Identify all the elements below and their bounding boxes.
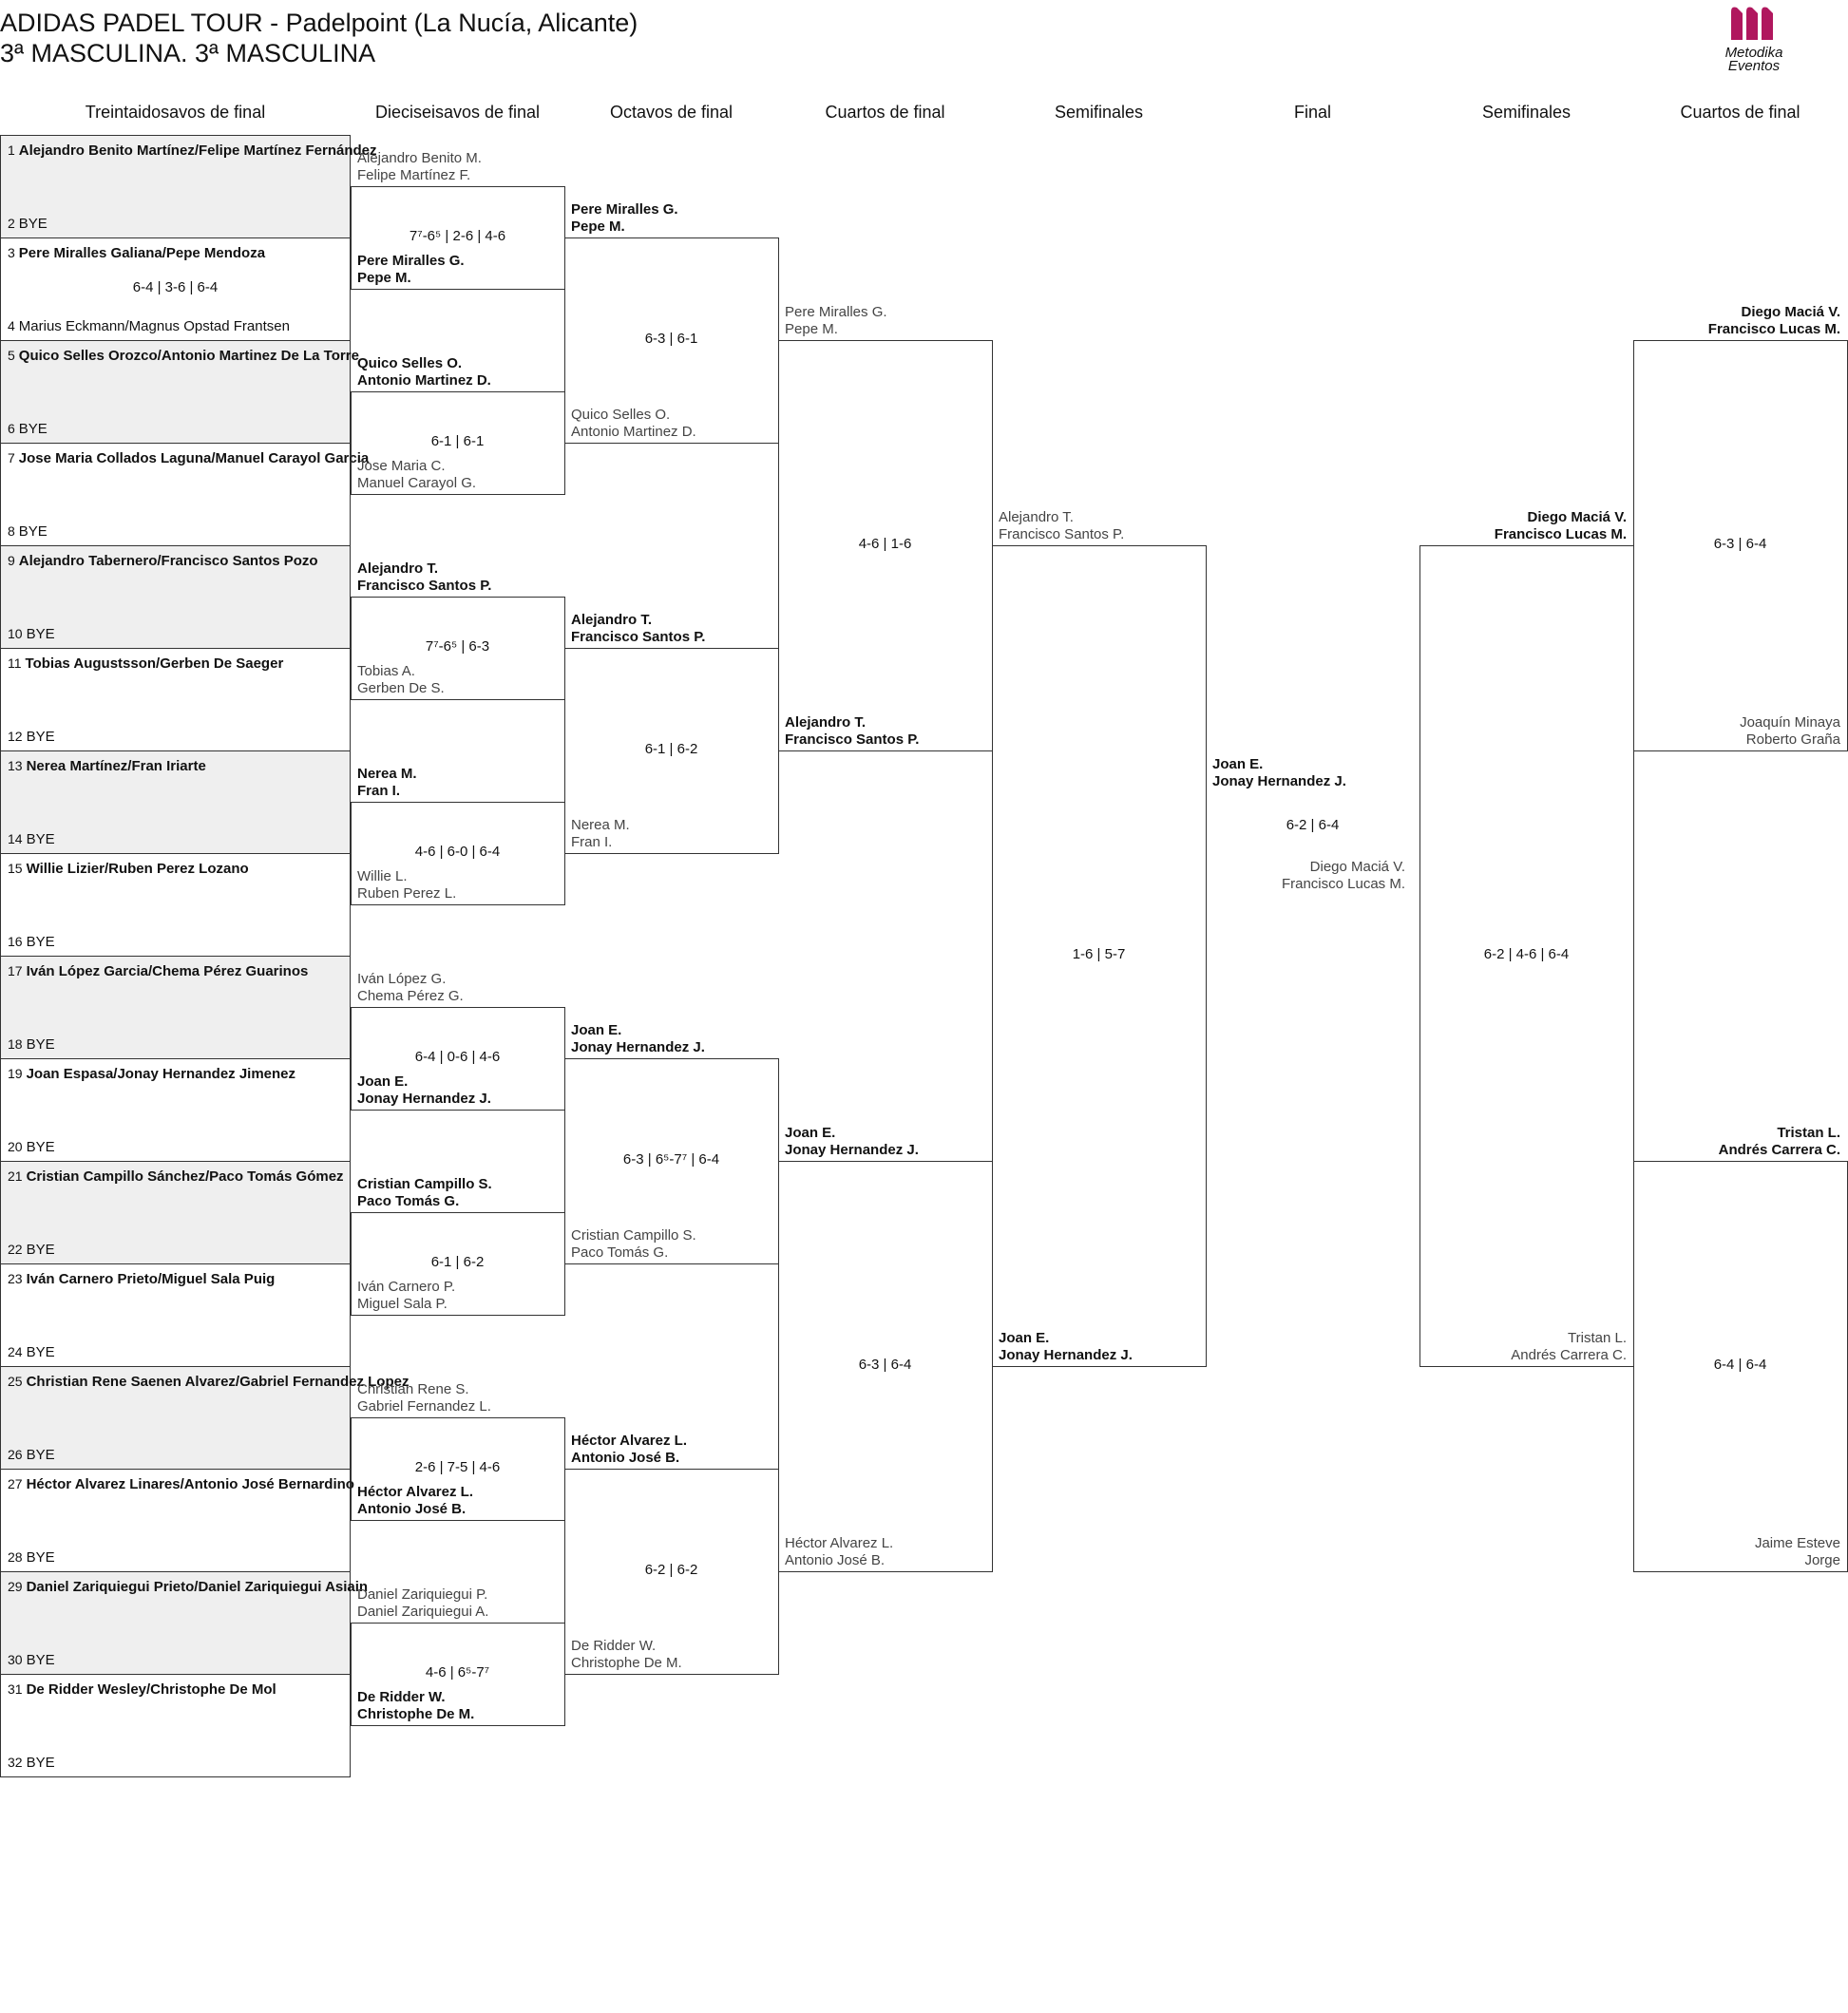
r16-team-top-8: [357, 1586, 558, 1621]
r32-match-11[interactable]: [0, 1161, 351, 1264]
r8-team-bottom-1: [571, 407, 772, 441]
r16-score-7: 2-6 | 7-5 | 4-6: [414, 1459, 501, 1475]
r8-score-3: 6-3 | 6⁵-7⁷ | 6-4: [622, 1151, 720, 1168]
r32-seed-number: 15: [8, 861, 23, 876]
r16-team-top-1-line-2: Felipe Martínez F.: [357, 167, 471, 183]
r32-team-name: BYE: [26, 1036, 55, 1053]
r8-team-top-1: [571, 201, 772, 236]
r32-seed-number: 22: [8, 1242, 23, 1257]
r32-seed-number: 16: [8, 934, 23, 949]
r32-team-name: BYE: [26, 1652, 55, 1668]
sf-right-team-top-1-line-2: Francisco Lucas M.: [1494, 526, 1627, 542]
r32-match-9[interactable]: [0, 956, 351, 1059]
final-team-bottom: [1212, 859, 1405, 893]
r32-entry-2[interactable]: [8, 216, 48, 232]
r16-team-top-2-line-1: Quico Selles O.: [357, 355, 463, 371]
r16-score-5: 6-4 | 0-6 | 4-6: [414, 1049, 501, 1065]
r8-team-top-1-line-1: Pere Miralles G.: [571, 201, 678, 218]
r16-score-4: 4-6 | 6-0 | 6-4: [414, 844, 501, 860]
sf-left-team-bottom-1: [999, 1330, 1199, 1364]
r32-seed-number: 21: [8, 1168, 23, 1184]
qf-right-team-top-2: [1640, 1125, 1840, 1159]
r32-entry-1[interactable]: [8, 142, 377, 159]
qf-left-team-bottom-1: [785, 714, 985, 749]
r16-team-top-7-line-1: Christian Rene S.: [357, 1381, 469, 1397]
r16-team-top-5: [357, 971, 558, 1005]
r32-team-name: BYE: [26, 626, 55, 642]
r8-team-top-3-line-1: Joan E.: [571, 1022, 622, 1038]
r16-team-bottom-8-line-2: Christophe De M.: [357, 1706, 475, 1722]
qf-right-team-top-2-line-2: Andrés Carrera C.: [1718, 1142, 1840, 1158]
r32-team-name: BYE: [26, 934, 55, 950]
r16-score-1: 7⁷-6⁵ | 2-6 | 4-6: [409, 228, 506, 244]
r32-team-name: BYE: [26, 1755, 55, 1771]
r32-match-score: 6-4 | 3-6 | 6-4: [132, 279, 219, 295]
r32-entry-23[interactable]: [8, 1271, 275, 1287]
r8-team-bottom-4: [571, 1638, 772, 1672]
r32-seed-number: 25: [8, 1374, 23, 1389]
r16-team-top-3: [357, 560, 558, 595]
r32-entry-4[interactable]: [8, 318, 290, 334]
r16-team-bottom-7-line-1: Héctor Alvarez L.: [357, 1484, 473, 1500]
metodika-logo: [1706, 4, 1801, 73]
r8-team-bottom-4-line-1: De Ridder W.: [571, 1638, 657, 1654]
r32-entry-20[interactable]: [8, 1139, 55, 1155]
r32-match-15[interactable]: [0, 1571, 369, 1675]
qf-right-team-top-1: [1640, 304, 1840, 338]
col-header-r16: Dieciseisavos de final: [374, 103, 541, 122]
r8-team-top-4-line-1: Héctor Alvarez L.: [571, 1433, 687, 1449]
r16-team-bottom-4-line-1: Willie L.: [357, 868, 408, 884]
r32-entry-16[interactable]: [8, 934, 55, 950]
r32-entry-17[interactable]: [8, 963, 308, 979]
r32-seed-number: 1: [8, 142, 15, 158]
r32-seed-number: 5: [8, 348, 15, 363]
qf-right-team-bottom-2-line-2: Jorge: [1804, 1552, 1840, 1568]
r8-team-top-2: [571, 612, 772, 646]
r32-entry-32[interactable]: [8, 1755, 55, 1771]
qf-right-team-bottom-1-line-1: Joaquín Minaya: [1740, 714, 1840, 731]
r16-score-2: 6-1 | 6-1: [430, 433, 485, 449]
qf-right-team-bottom-1-line-2: Roberto Graña: [1745, 731, 1840, 748]
r32-match-3[interactable]: [0, 340, 359, 444]
r32-seed-number: 17: [8, 963, 23, 978]
r16-team-top-6-line-1: Cristian Campillo S.: [357, 1176, 492, 1192]
r32-entry-9[interactable]: [8, 553, 318, 569]
r32-seed-number: 26: [8, 1447, 23, 1462]
r32-team-name: BYE: [26, 1344, 55, 1360]
qf-left-team-bottom-1-line-2: Francisco Santos P.: [785, 731, 920, 748]
qf-left-team-top-2: [785, 1125, 985, 1159]
r32-entry-3[interactable]: [8, 245, 265, 261]
r8-team-top-4: [571, 1433, 772, 1467]
qf-right-team-bottom-2: [1640, 1535, 1840, 1569]
r8-team-bottom-3-line-2: Paco Tomás G.: [571, 1244, 669, 1261]
r16-team-bottom-6: [357, 1279, 558, 1313]
r32-team-name: BYE: [26, 1549, 55, 1566]
col-header-sf-left: Semifinales: [1054, 103, 1144, 122]
final-team-top: [1212, 756, 1413, 790]
r32-match-8[interactable]: [0, 853, 351, 957]
qf-left-score-1: 4-6 | 1-6: [858, 536, 912, 552]
r8-score-2: 6-1 | 6-2: [644, 741, 698, 757]
r32-seed-number: 24: [8, 1344, 23, 1359]
qf-right-team-top-1-line-2: Francisco Lucas M.: [1707, 321, 1840, 337]
r16-team-top-2-line-2: Antonio Martinez D.: [357, 372, 491, 389]
qf-right-team-bottom-2-line-1: Jaime Esteve: [1754, 1535, 1840, 1551]
qf-right-team-top-2-line-1: Tristan L.: [1777, 1125, 1840, 1141]
r16-team-bottom-3: [357, 663, 558, 697]
r8-team-top-3: [571, 1022, 772, 1056]
r16-team-bottom-3-line-1: Tobias A.: [357, 663, 415, 679]
r16-team-bottom-6-line-2: Miguel Sala P.: [357, 1296, 448, 1312]
qf-left-team-top-1-line-1: Pere Miralles G.: [785, 304, 887, 320]
r32-team-name: Alejandro Benito Martínez/Felipe Martínez Fernández: [18, 142, 377, 159]
r16-team-bottom-7: [357, 1484, 558, 1518]
qf-left-team-top-2-line-2: Jonay Hernandez J.: [785, 1142, 919, 1158]
r16-team-bottom-2-line-1: Jose Maria C.: [357, 458, 446, 474]
qf-left-team-top-1: [785, 304, 985, 338]
r32-seed-number: 4: [8, 318, 15, 333]
r16-team-bottom-5-line-1: Joan E.: [357, 1073, 409, 1090]
logo-text-eventos: Eventos: [1727, 58, 1781, 74]
r32-seed-number: 10: [8, 626, 23, 641]
r32-entry-15[interactable]: [8, 861, 249, 877]
r16-team-bottom-4: [357, 868, 558, 902]
r32-team-name: BYE: [26, 729, 55, 745]
r16-team-top-5-line-2: Chema Pérez G.: [357, 988, 464, 1004]
r32-entry-29[interactable]: [8, 1579, 368, 1595]
qf-left-team-top-2-line-1: Joan E.: [785, 1125, 836, 1141]
r32-team-name: BYE: [26, 1242, 55, 1258]
qf-left-team-bottom-2: [785, 1535, 985, 1569]
r16-team-bottom-4-line-2: Ruben Perez L.: [357, 885, 457, 902]
r32-team-name: BYE: [26, 831, 55, 847]
r8-score-4: 6-2 | 6-2: [644, 1562, 698, 1578]
r32-team-name: Joan Espasa/Jonay Hernandez Jimenez: [26, 1066, 296, 1082]
final-team-bottom-line-2: Francisco Lucas M.: [1281, 876, 1405, 892]
r16-team-top-8-line-1: Daniel Zariquiegui P.: [357, 1586, 488, 1603]
r16-team-top-1-line-1: Alejandro Benito M.: [357, 150, 482, 166]
r16-team-bottom-5-line-2: Jonay Hernandez J.: [357, 1091, 491, 1107]
r16-team-bottom-3-line-2: Gerben De S.: [357, 680, 445, 696]
col-header-qf-left: Cuartos de final: [825, 103, 945, 122]
r8-team-bottom-1-line-1: Quico Selles O.: [571, 407, 671, 423]
r32-team-name: Tobias Augustsson/Gerben De Saeger: [25, 655, 284, 672]
sf-left-team-top-1: [999, 509, 1199, 543]
r32-entry-24[interactable]: [8, 1344, 55, 1360]
r32-entry-31[interactable]: [8, 1681, 276, 1698]
sf-right-team-bottom-1: [1426, 1330, 1627, 1364]
final-team-top-line-1: Joan E.: [1212, 756, 1264, 772]
r16-team-top-1: [357, 150, 558, 184]
r32-team-name: BYE: [26, 1139, 55, 1155]
r32-team-name: Quico Selles Orozco/Antonio Martinez De La Torre: [18, 348, 359, 364]
r32-match-1[interactable]: [0, 135, 377, 238]
r32-entry-12[interactable]: [8, 729, 55, 745]
qf-left-team-bottom-1-line-1: Alejandro T.: [785, 714, 867, 731]
r32-entry-6[interactable]: [8, 421, 48, 437]
r32-entry-18[interactable]: [8, 1036, 55, 1053]
r32-team-name: Héctor Alvarez Linares/Antonio José Bernardino: [26, 1476, 354, 1492]
r32-seed-number: 29: [8, 1579, 23, 1594]
r16-team-bottom-1: [357, 253, 558, 287]
qf-left-team-bottom-2-line-1: Héctor Alvarez L.: [785, 1535, 894, 1551]
r16-team-bottom-1-line-1: Pere Miralles G.: [357, 253, 465, 269]
r32-entry-26[interactable]: [8, 1447, 55, 1463]
r8-team-top-1-line-2: Pepe M.: [571, 218, 625, 235]
r32-team-name: Willie Lizier/Ruben Perez Lozano: [26, 861, 249, 877]
sf-left-team-bottom-1-line-2: Jonay Hernandez J.: [999, 1347, 1133, 1363]
qf-left-team-top-1-line-2: Pepe M.: [785, 321, 838, 337]
sf-right-team-top-1: [1426, 509, 1627, 543]
r16-score-8: 4-6 | 6⁵-7⁷: [425, 1664, 490, 1681]
r8-team-bottom-4-line-2: Christophe De M.: [571, 1655, 682, 1671]
r16-team-bottom-8-line-1: De Ridder W.: [357, 1689, 446, 1705]
r32-seed-number: 6: [8, 421, 15, 436]
r16-team-top-3-line-2: Francisco Santos P.: [357, 578, 492, 594]
r32-team-name: Cristian Campillo Sánchez/Paco Tomás Gómez: [26, 1168, 344, 1185]
sf-left-team-top-1-line-2: Francisco Santos P.: [999, 526, 1125, 542]
r32-team-name: Marius Eckmann/Magnus Opstad Frantsen: [18, 318, 290, 334]
r32-entry-10[interactable]: [8, 626, 55, 642]
page-title: ADIDAS PADEL TOUR - Padelpoint (La Nucía, Alicante): [0, 9, 638, 37]
r16-team-top-3-line-1: Alejandro T.: [357, 560, 439, 577]
r32-team-name: Iván López Garcia/Chema Pérez Guarinos: [26, 963, 309, 979]
r16-team-bottom-5: [357, 1073, 558, 1108]
r32-team-name: Iván Carnero Prieto/Miguel Sala Puig: [26, 1271, 276, 1287]
r16-team-top-4-line-1: Nerea M.: [357, 766, 417, 782]
r32-entry-28[interactable]: [8, 1549, 55, 1566]
r32-entry-8[interactable]: [8, 523, 48, 540]
sf-left-score-1: 1-6 | 5-7: [1072, 946, 1126, 962]
sf-right-team-top-1-line-1: Diego Maciá V.: [1527, 509, 1627, 525]
r16-team-bottom-8: [357, 1689, 558, 1723]
sf-left-team-bottom-1-line-1: Joan E.: [999, 1330, 1050, 1346]
col-header-sf-right: Semifinales: [1481, 103, 1572, 122]
qf-right-score-2: 6-4 | 6-4: [1713, 1357, 1767, 1373]
r16-team-bottom-2-line-2: Manuel Carayol G.: [357, 475, 477, 491]
r16-team-top-7-line-2: Gabriel Fernandez L.: [357, 1398, 491, 1415]
r32-match-12[interactable]: [0, 1263, 351, 1367]
r16-team-top-6-line-2: Paco Tomás G.: [357, 1193, 460, 1209]
qf-right-score-1: 6-3 | 6-4: [1713, 536, 1767, 552]
r32-entry-13[interactable]: [8, 758, 206, 774]
col-header-final: Final: [1293, 103, 1331, 122]
r32-seed-number: 13: [8, 758, 23, 773]
sf-left-team-top-1-line-1: Alejandro T.: [999, 509, 1074, 525]
col-header-qf-right: Cuartos de final: [1680, 103, 1800, 122]
r32-match-6[interactable]: [0, 648, 351, 751]
r8-team-top-3-line-2: Jonay Hernandez J.: [571, 1039, 705, 1055]
final-score: 6-2 | 6-4: [1286, 817, 1340, 833]
r16-team-bottom-7-line-2: Antonio José B.: [357, 1501, 467, 1517]
r32-team-name: Christian Rene Saenen Alvarez/Gabriel Fernandez Lopez: [26, 1374, 410, 1390]
sf-right-score-1: 6-2 | 4-6 | 6-4: [1483, 946, 1570, 962]
r32-entry-25[interactable]: [8, 1374, 409, 1390]
r32-team-name: Daniel Zariquiegui Prieto/Daniel Zariquiegui Asiain: [26, 1579, 369, 1595]
r8-team-top-4-line-2: Antonio José B.: [571, 1450, 680, 1466]
r32-team-name: Pere Miralles Galiana/Pepe Mendoza: [18, 245, 266, 261]
qf-right-team-bottom-1: [1640, 714, 1840, 749]
r32-entry-21[interactable]: [8, 1168, 344, 1185]
r32-team-name: De Ridder Wesley/Christophe De Mol: [26, 1681, 276, 1698]
r16-team-bottom-1-line-2: Pepe M.: [357, 270, 411, 286]
col-header-r32: Treintaidosavos de final: [85, 103, 266, 122]
r32-match-2[interactable]: [0, 237, 351, 341]
r32-match-5[interactable]: [0, 545, 351, 649]
r32-entry-22[interactable]: [8, 1242, 55, 1258]
r32-seed-number: 2: [8, 216, 15, 231]
r32-seed-number: 12: [8, 729, 23, 744]
r16-team-top-6: [357, 1176, 558, 1210]
r32-seed-number: 3: [8, 245, 15, 260]
r32-entry-14[interactable]: [8, 831, 55, 847]
r16-team-top-8-line-2: Daniel Zariquiegui A.: [357, 1604, 489, 1620]
r32-entry-30[interactable]: [8, 1652, 55, 1668]
final-team-top-line-2: Jonay Hernandez J.: [1212, 773, 1346, 789]
qf-left-team-bottom-2-line-2: Antonio José B.: [785, 1552, 886, 1568]
r8-team-bottom-2-line-1: Nerea M.: [571, 817, 630, 833]
r32-seed-number: 7: [8, 450, 15, 465]
col-header-r8: Octavos de final: [609, 103, 733, 122]
qf-left-score-2: 6-3 | 6-4: [858, 1357, 912, 1373]
r32-team-name: Nerea Martínez/Fran Iriarte: [26, 758, 206, 774]
r32-seed-number: 28: [8, 1549, 23, 1565]
r32-seed-number: 9: [8, 553, 15, 568]
r16-score-3: 7⁷-6⁵ | 6-3: [425, 638, 490, 655]
r8-team-bottom-1-line-2: Antonio Martinez D.: [571, 424, 696, 440]
r32-seed-number: 27: [8, 1476, 23, 1491]
r32-entry-19[interactable]: [8, 1066, 295, 1082]
r32-match-13[interactable]: [0, 1366, 410, 1470]
r8-team-bottom-2: [571, 817, 772, 851]
r16-team-top-2: [357, 355, 558, 389]
r32-seed-number: 18: [8, 1036, 23, 1052]
metodika-logo-mark: [1725, 4, 1782, 42]
r8-team-top-2-line-1: Alejandro T.: [571, 612, 653, 628]
r32-seed-number: 8: [8, 523, 15, 539]
r8-team-bottom-3-line-1: Cristian Campillo S.: [571, 1227, 696, 1244]
r32-team-name: Jose Maria Collados Laguna/Manuel Carayol Garcia: [18, 450, 370, 466]
r32-seed-number: 30: [8, 1652, 23, 1667]
r8-team-bottom-2-line-2: Fran I.: [571, 834, 613, 850]
r32-entry-5[interactable]: [8, 348, 359, 364]
r32-match-14[interactable]: [0, 1469, 354, 1572]
sf-right-team-bottom-1-line-2: Andrés Carrera C.: [1511, 1347, 1627, 1363]
sf-right-team-bottom-1-line-1: Tristan L.: [1568, 1330, 1627, 1346]
r32-seed-number: 14: [8, 831, 23, 846]
r32-entry-11[interactable]: [8, 655, 283, 672]
page-subtitle: 3ª MASCULINA. 3ª MASCULINA: [0, 39, 376, 67]
r32-match-7[interactable]: [0, 750, 351, 854]
r32-match-16[interactable]: [0, 1674, 351, 1777]
r8-team-bottom-3: [571, 1227, 772, 1262]
r32-seed-number: 23: [8, 1271, 23, 1286]
r32-seed-number: 31: [8, 1681, 23, 1697]
r16-team-top-4-line-2: Fran I.: [357, 783, 401, 799]
r32-match-10[interactable]: [0, 1058, 351, 1162]
r32-team-name: BYE: [26, 1447, 55, 1463]
final-team-bottom-line-1: Diego Maciá V.: [1309, 859, 1405, 875]
r16-score-6: 6-1 | 6-2: [430, 1254, 485, 1270]
r32-entry-7[interactable]: [8, 450, 369, 466]
r32-team-name: BYE: [18, 523, 48, 540]
r32-match-4[interactable]: [0, 443, 370, 546]
r32-seed-number: 32: [8, 1755, 23, 1770]
r32-entry-27[interactable]: [8, 1476, 354, 1492]
r16-team-top-4: [357, 766, 558, 800]
r32-team-name: BYE: [18, 216, 48, 232]
logo-text-metodika: Metodika: [1724, 45, 1783, 61]
r8-score-1: 6-3 | 6-1: [644, 331, 698, 347]
r32-team-name: BYE: [18, 421, 48, 437]
r32-team-name: Alejandro Tabernero/Francisco Santos Pozo: [18, 553, 318, 569]
r32-seed-number: 11: [8, 655, 22, 671]
r16-team-bottom-6-line-1: Iván Carnero P.: [357, 1279, 456, 1295]
r16-team-top-5-line-1: Iván López G.: [357, 971, 447, 987]
r32-seed-number: 20: [8, 1139, 23, 1154]
r16-team-top-7: [357, 1381, 558, 1415]
r8-team-top-2-line-2: Francisco Santos P.: [571, 629, 706, 645]
r16-team-bottom-2: [357, 458, 558, 492]
r32-seed-number: 19: [8, 1066, 23, 1081]
qf-right-team-top-1-line-1: Diego Maciá V.: [1741, 304, 1840, 320]
